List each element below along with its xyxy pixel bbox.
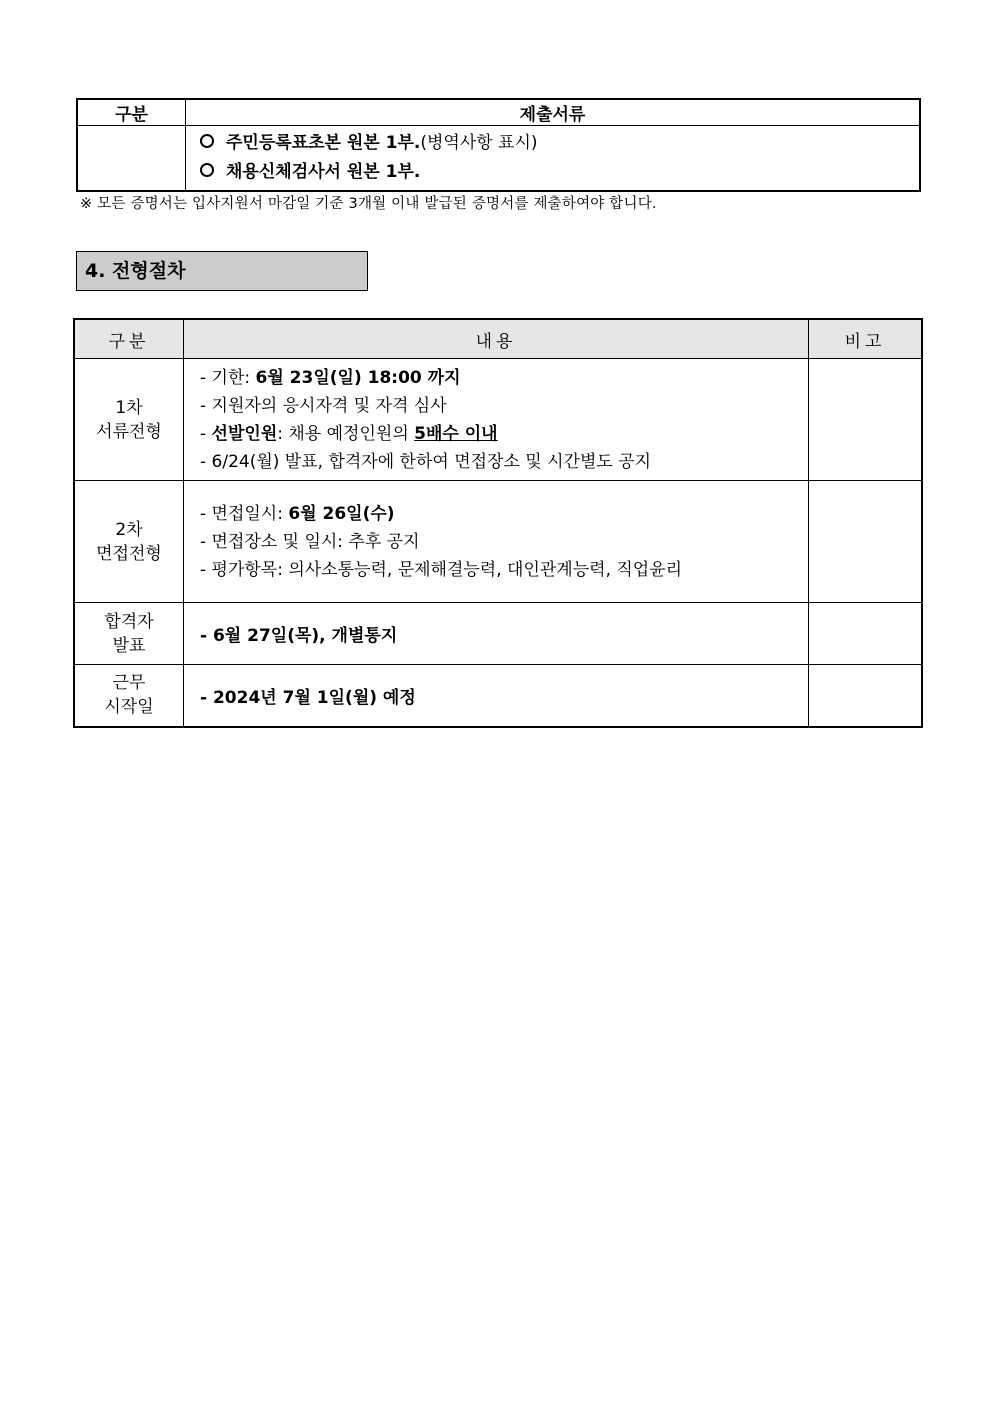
category-cell <box>77 126 186 192</box>
stage-label-line: 2차 <box>115 519 143 540</box>
line-text: - 면접일시: <box>200 503 289 524</box>
stage-cell <box>74 665 184 727</box>
header-remark: 비고 <box>809 319 923 359</box>
table-row <box>74 481 922 603</box>
announcement-text: - 6월 27일(목), 개별통지 <box>200 626 398 646</box>
content-cell <box>184 481 809 603</box>
document-name: 채용신체검사서 원본 1부. <box>226 162 421 182</box>
stage-label-line: 시작일 <box>104 697 154 718</box>
stage-label-line: 합격자 <box>104 611 154 632</box>
start-date-text: - 2024년 7월 1일(월) 예정 <box>200 687 416 708</box>
content-line <box>200 500 808 528</box>
stage-label-line: 근무 <box>112 673 146 694</box>
stage-cell <box>74 603 184 665</box>
selection-count: 5배수 이내 <box>414 423 498 444</box>
remark-cell <box>809 481 923 603</box>
stage-label-line: 1차 <box>115 397 143 418</box>
documents-cell <box>186 126 921 192</box>
table-row <box>74 665 922 727</box>
line-text: - <box>200 423 212 444</box>
header-category: 구분 <box>74 319 184 359</box>
stage-cell <box>74 481 184 603</box>
line-text: : 채용 예정인원의 <box>277 423 415 444</box>
content-cell <box>184 603 809 665</box>
stage-label-line: 서류전형 <box>96 421 162 442</box>
certificate-note: ※ 모든 증명서는 입사지원서 마감일 기준 3개월 이내 발급된 증명서를 제출하여야 합니다. <box>80 196 657 212</box>
documents-table <box>76 98 921 192</box>
content-line: - 6/24(월) 발표, 합격자에 한하여 면접장소 및 시간별도 공지 <box>200 451 652 472</box>
deadline-text: 6월 23일(일) 18:00 까지 <box>255 367 461 388</box>
process-table <box>73 318 923 728</box>
table-row <box>74 359 922 481</box>
document-item <box>200 129 919 158</box>
content-line: - 면접장소 및 일시: 추후 공지 <box>200 531 420 552</box>
stage-label-line: 면접전형 <box>96 543 162 564</box>
remark-cell <box>809 665 923 727</box>
stage-label-line: 발표 <box>112 635 146 656</box>
circle-bullet-icon <box>200 134 214 148</box>
remark-cell <box>809 359 923 481</box>
header-content: 내용 <box>184 319 809 359</box>
content-cell <box>184 359 809 481</box>
document-item <box>200 158 919 187</box>
circle-bullet-icon <box>200 163 214 177</box>
content-line <box>200 364 808 392</box>
remark-cell <box>809 603 923 665</box>
content-cell <box>184 665 809 727</box>
document-note: (병역사항 표시) <box>420 133 538 153</box>
section-title: 4. 전형절차 <box>76 251 368 291</box>
selection-label: 선발인원 <box>211 423 278 444</box>
document-name: 주민등록표초본 원본 1부. <box>226 133 421 153</box>
content-line: - 지원자의 응시자격 및 자격 심사 <box>200 395 447 416</box>
table-row <box>77 126 920 192</box>
header-documents: 제출서류 <box>186 99 921 126</box>
header-category: 구분 <box>77 99 186 126</box>
interview-date: 6월 26일(수) <box>288 503 395 524</box>
content-line <box>200 420 808 448</box>
line-text: - 기한: <box>200 367 256 388</box>
table-row <box>74 603 922 665</box>
stage-cell <box>74 359 184 481</box>
content-line: - 평가항목: 의사소통능력, 문제해결능력, 대인관계능력, 직업윤리 <box>200 559 683 580</box>
